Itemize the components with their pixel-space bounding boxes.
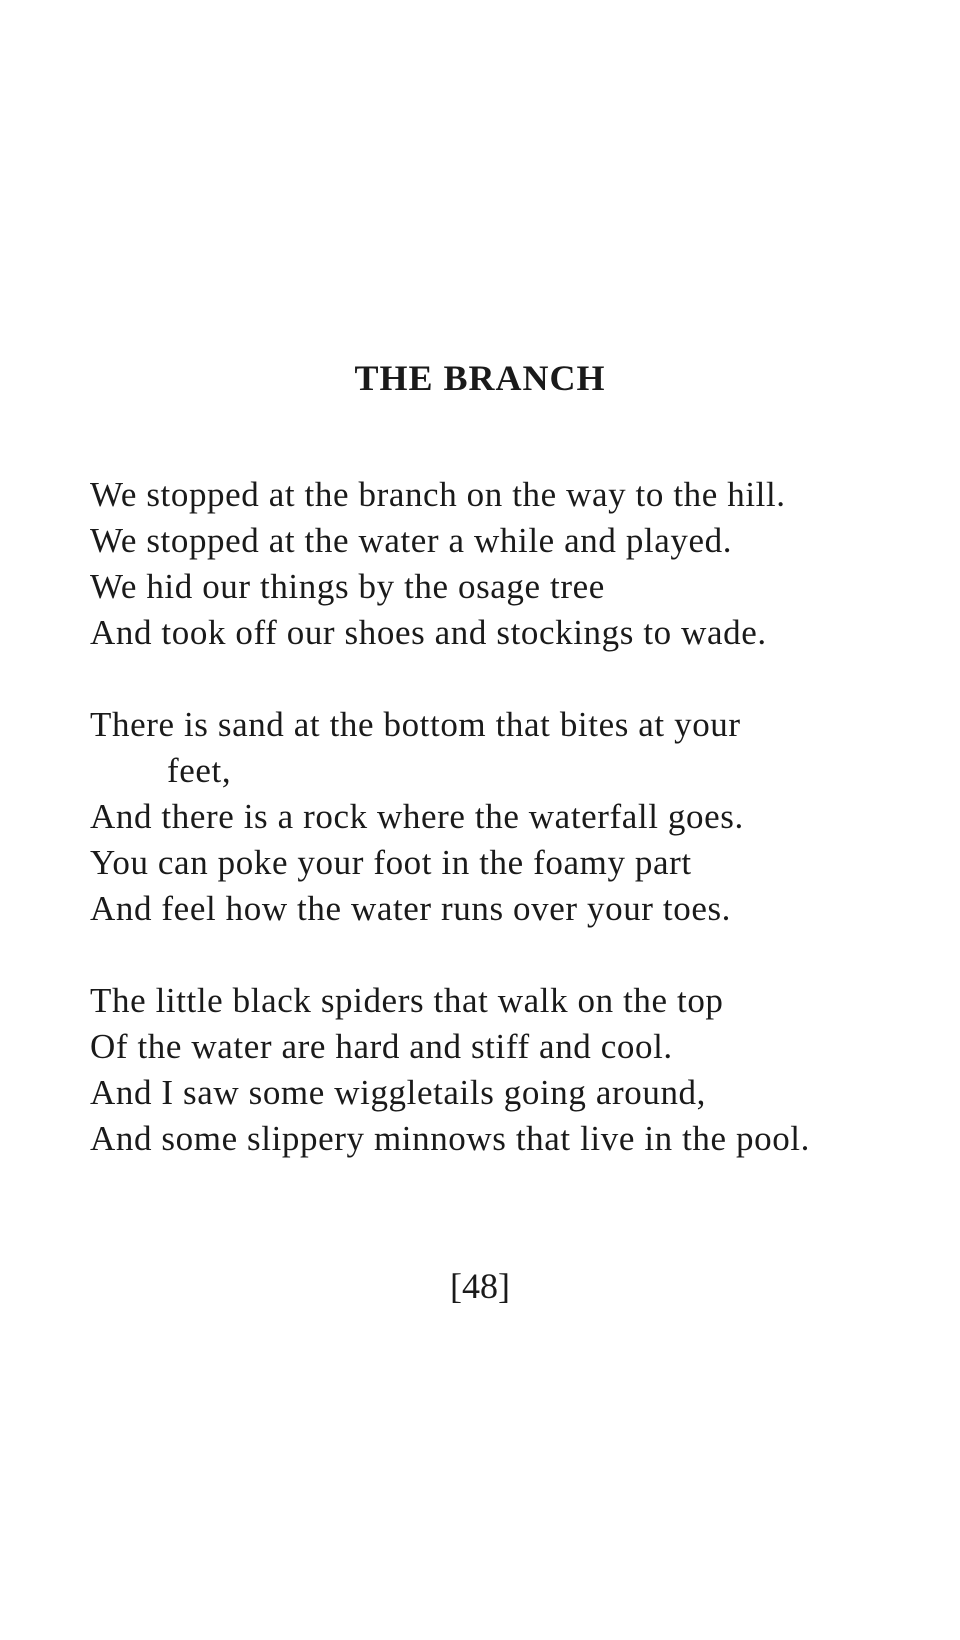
- poem-line: There is sand at the bottom that bites at your: [90, 705, 741, 744]
- poem-line: And took off our shoes and stockings to wade.: [90, 613, 767, 652]
- poem-line: And some slippery minnows that live in the pool.: [90, 1119, 810, 1158]
- poem-line: Of the water are hard and stiff and cool.: [90, 1027, 673, 1066]
- poem-line: And there is a rock where the waterfall goes.: [90, 797, 744, 836]
- poem-line: You can poke your foot in the foamy part: [90, 843, 692, 882]
- page-number: [48]: [450, 1266, 510, 1306]
- poem-line: And I saw some wiggletails going around,: [90, 1073, 706, 1112]
- stanza-2: [90, 702, 890, 932]
- poem-line: We hid our things by the osage tree: [90, 567, 605, 606]
- poem-title: THE BRANCH: [354, 358, 606, 399]
- poem-body: [90, 472, 890, 1208]
- stanza-3: [90, 978, 890, 1162]
- stanza-1: [90, 472, 890, 656]
- poem-line: We stopped at the branch on the way to the hill.: [90, 475, 786, 514]
- poem-line-continuation: feet,: [167, 751, 232, 790]
- poem-line: And feel how the water runs over your toes.: [90, 889, 732, 928]
- poem-line: The little black spiders that walk on the top: [90, 981, 724, 1020]
- poem-line: We stopped at the water a while and played.: [90, 521, 733, 560]
